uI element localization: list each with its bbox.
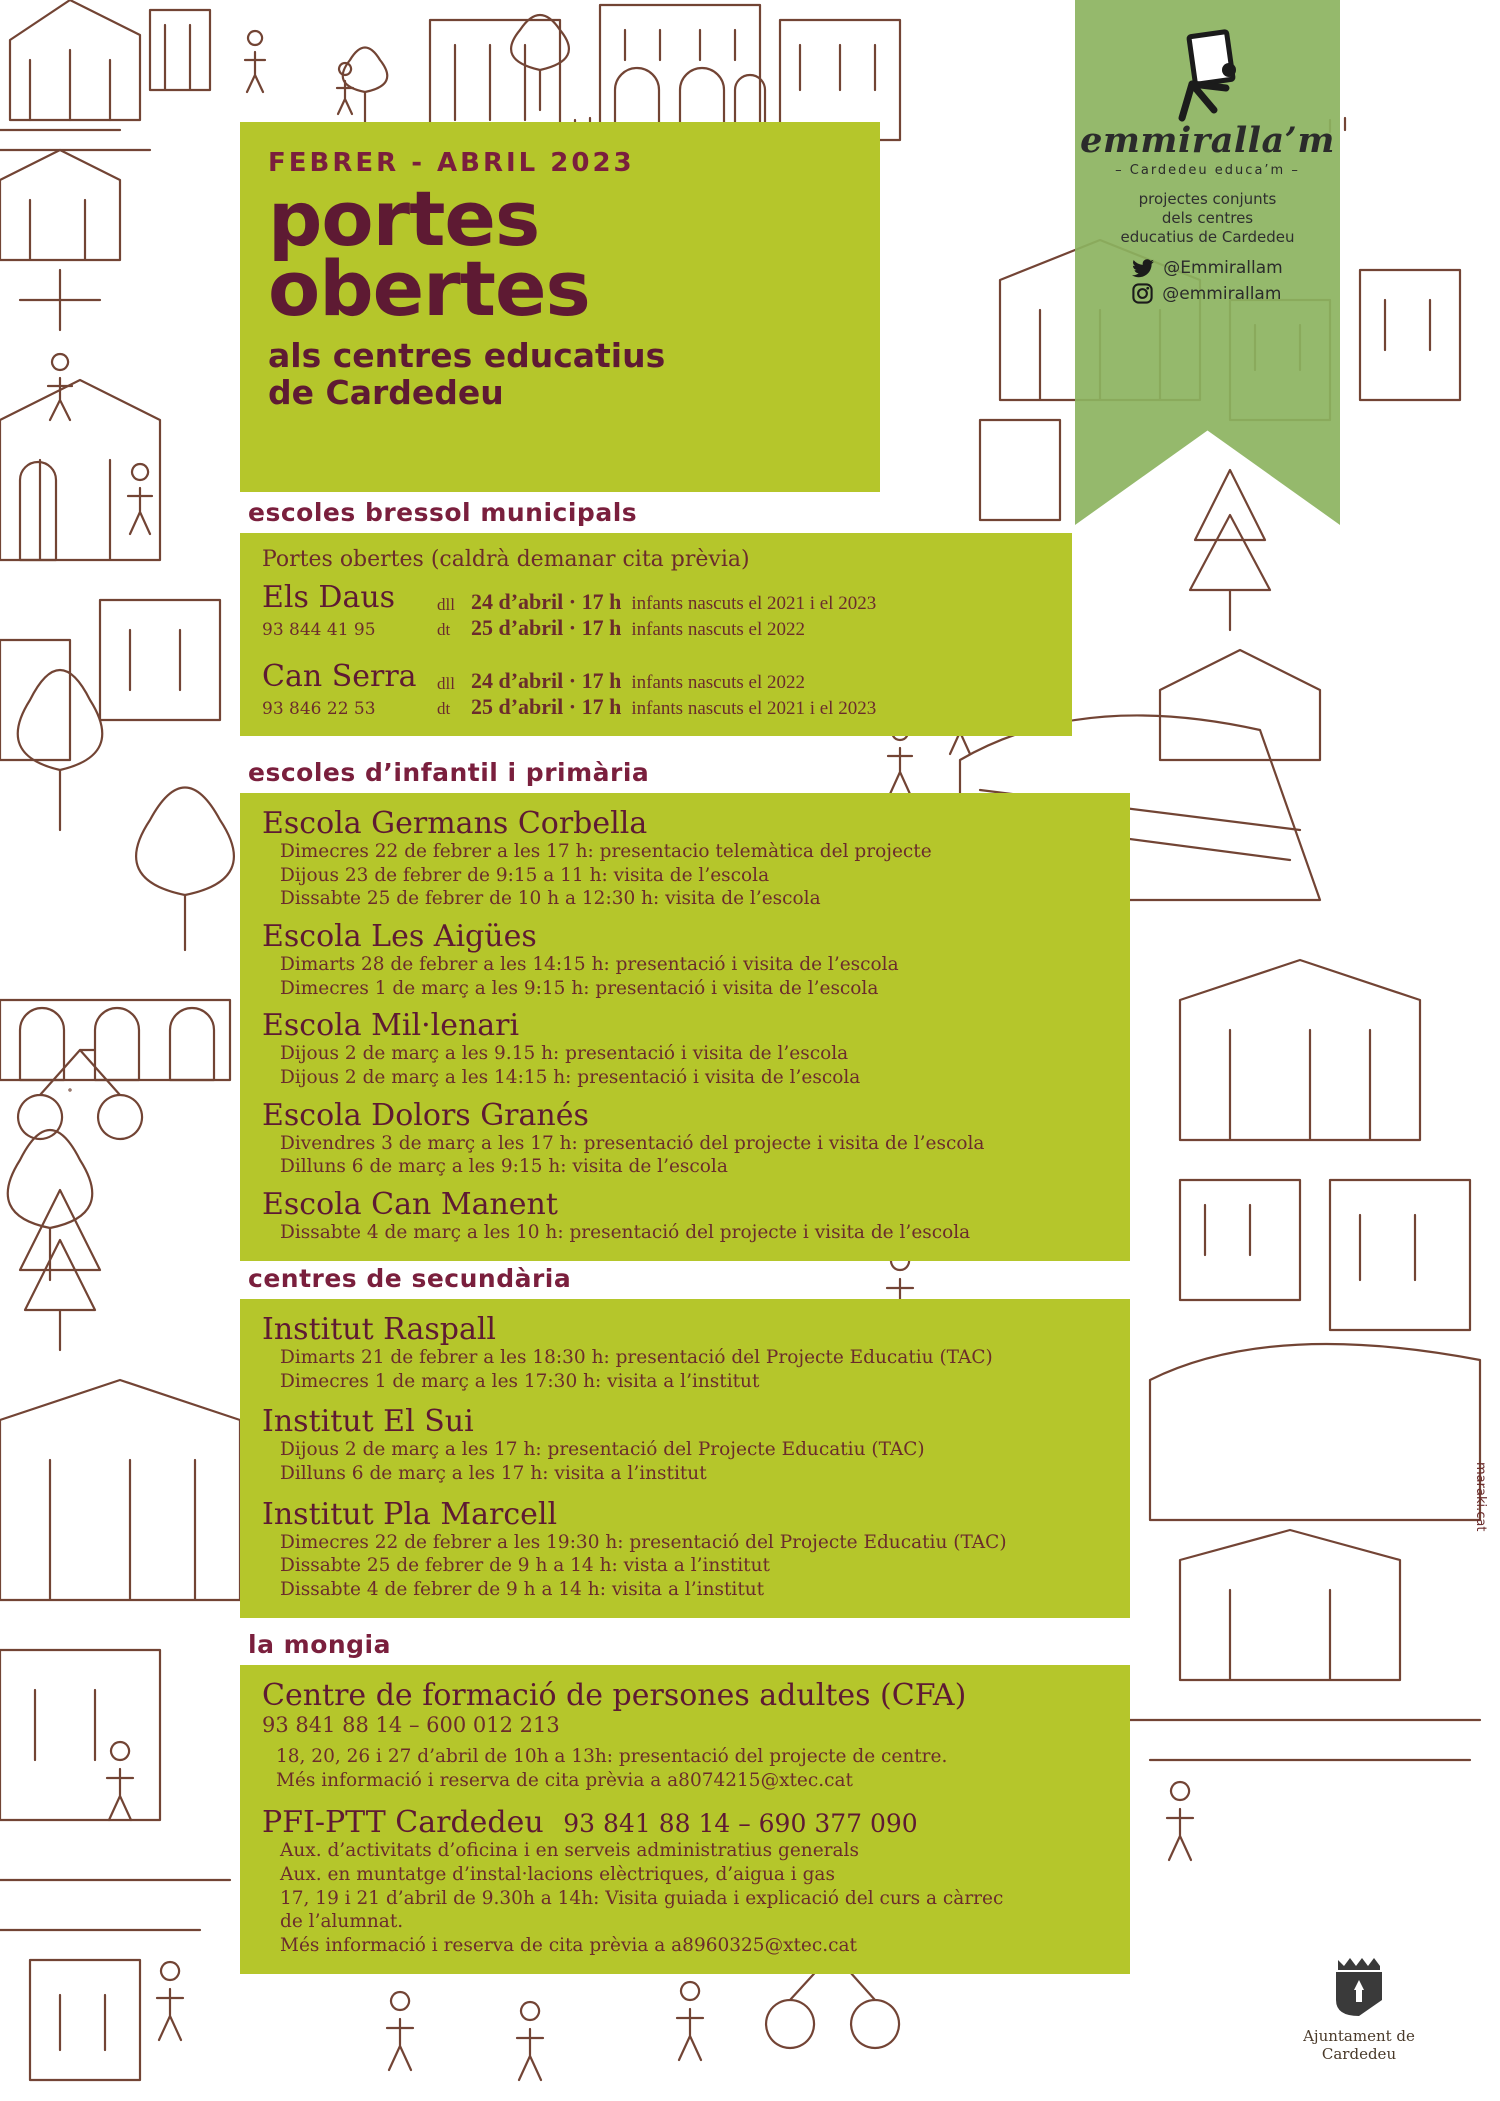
school-line: Divendres 3 de març a les 17 h: presentació del projecte i visita de l’escola — [280, 1132, 985, 1154]
bressol-school-phone: 93 844 41 95 — [262, 620, 376, 640]
twitter-handle[interactable] — [1132, 258, 1282, 278]
illustration-credit: maraki.cat — [1473, 1461, 1488, 1531]
bressol-date: 25 d’abril · 17 h — [471, 694, 622, 719]
school-name: Institut El Sui — [262, 1404, 474, 1440]
bressol-note: Portes obertes (caldrà demanar cita prèvia) — [262, 547, 750, 572]
school-line: Dimarts 28 de febrer a les 14:15 h: presentació i visita de l’escola — [280, 954, 899, 976]
school-phone: 93 841 88 14 – 690 377 090 — [563, 1809, 918, 1839]
bressol-info: infants nascuts el 2022 — [631, 619, 805, 640]
school-line: Aux. d’activitats d’oficina i en serveis administratius generals — [280, 1840, 859, 1862]
school-line: Dimarts 21 de febrer a les 18:30 h: presentació del Projecte Educatiu (TAC) — [280, 1347, 993, 1368]
bressol-info: infants nascuts el 2022 — [631, 672, 805, 693]
school-entry-pfi — [262, 1806, 1110, 1957]
school-phone: 93 841 88 14 – 600 012 213 — [262, 1713, 560, 1737]
instagram-handle-text: @emmirallam — [1162, 283, 1282, 304]
bressol-date: 25 d’abril · 17 h — [471, 615, 622, 640]
bressol-school-name: Can Serra — [262, 659, 417, 694]
bressol-school-phone: 93 846 22 53 — [262, 699, 376, 719]
school-line: Dissabte 25 de febrer de 9 h a 14 h: vista a l’institut — [280, 1555, 770, 1577]
school-name: Institut Pla Marcell — [262, 1496, 558, 1532]
bressol-school-name: Els Daus — [262, 580, 396, 615]
section-heading-bressol: escoles bressol municipals — [248, 498, 638, 527]
bressol-date: 24 d’abril · 17 h — [471, 589, 622, 614]
school-name: Institut Raspall — [262, 1312, 497, 1347]
school-line: Dijous 23 de febrer de 9:15 a 11 h: visita de l’escola — [280, 864, 770, 886]
ajuntament-footer — [1284, 1954, 1434, 2063]
instagram-handle[interactable] — [1132, 283, 1282, 304]
brand-desc-line2: dels centres — [1161, 208, 1254, 227]
bressol-date: 24 d’abril · 17 h — [471, 668, 622, 693]
section-heading-secundaria: centres de secundària — [248, 1264, 572, 1293]
brand-name: emmiralla’m — [1080, 120, 1335, 161]
school-line: de l’alumnat. — [280, 1911, 404, 1933]
section-primaria — [240, 758, 1140, 1261]
section-primaria-block — [240, 793, 1130, 1261]
school-entry — [262, 1498, 1110, 1602]
school-entry — [262, 1405, 1110, 1485]
school-name: Escola Germans Corbella — [262, 806, 648, 841]
school-name: Centre de formació de persones adultes (CFA) — [262, 1678, 967, 1713]
ajuntament-crest-icon — [1330, 1954, 1388, 2016]
school-line: Aux. en muntatge d’instal·lacions elèctriques, d’aigua i gas — [280, 1863, 835, 1885]
school-line: Dissabte 4 de març a les 10 h: presentació del projecte i visita de l’escola — [280, 1222, 971, 1244]
school-name: Escola Les Aigües — [262, 919, 537, 955]
section-mongia-block — [240, 1665, 1130, 1974]
poster-title-block — [240, 122, 880, 492]
poster-subtitle-line2: de Cardedeu — [268, 372, 504, 412]
poster-title-line2: obertes — [268, 243, 590, 333]
section-heading-primaria: escoles d’infantil i primària — [248, 758, 650, 787]
school-line: 17, 19 i 21 d’abril de 9.30h a 14h: Visita guiada i explicació del curs a càrrec — [280, 1887, 1004, 1909]
school-name — [262, 1806, 1110, 1839]
poster-subtitle-line1: als centres educatius — [268, 335, 666, 375]
school-line: Dilluns 6 de març a les 9:15 h: visita de l’escola — [280, 1156, 728, 1178]
school-name: Escola Mil·lenari — [262, 1008, 520, 1044]
school-line: Dissabte 25 de febrer de 10 h a 12:30 h: visita de l’escola — [280, 888, 821, 910]
section-bressol — [240, 498, 1140, 736]
bressol-day: dt — [437, 699, 451, 718]
bressol-school-can-serra — [262, 659, 1052, 720]
instagram-icon — [1132, 283, 1153, 304]
brand-tagline: – Cardedeu educa’m – — [1115, 163, 1300, 178]
bressol-info: infants nascuts el 2021 i el 2023 — [631, 593, 877, 614]
school-line: 18, 20, 26 i 27 d’abril de 10h a 13h: presentació del projecte de centre. — [276, 1745, 948, 1767]
poster-title-line1: portes — [268, 174, 540, 263]
brand-ribbon — [1075, 0, 1340, 525]
twitter-icon — [1132, 259, 1154, 278]
school-line: Dijous 2 de març a les 14:15 h: presentació i visita de l’escola — [280, 1067, 861, 1089]
brand-desc-line1: projectes conjunts — [1138, 190, 1277, 208]
school-entry — [262, 920, 1110, 1000]
section-heading-mongia: la mongia — [248, 1630, 392, 1659]
school-line: Dimecres 1 de març a les 9:15 h: presentació i visita de l’escola — [280, 977, 879, 999]
bressol-day: dll — [437, 674, 455, 693]
school-line: Més informació i reserva de cita prèvia a a8960325@xtec.cat — [280, 1934, 857, 1956]
school-entry — [262, 1009, 1110, 1089]
section-secundaria-block — [240, 1299, 1130, 1618]
school-entry — [262, 807, 1110, 911]
school-name: Escola Can Manent — [262, 1187, 558, 1223]
bressol-day: dll — [437, 595, 455, 614]
brand-desc-line3: educatius de Cardedeu — [1120, 227, 1295, 246]
bressol-info: infants nascuts el 2021 i el 2023 — [631, 698, 877, 719]
school-line: Dijous 2 de març a les 17 h: presentació del Projecte Educatiu (TAC) — [280, 1439, 925, 1461]
school-line: Dimecres 1 de març a les 17:30 h: visita a l’institut — [280, 1370, 760, 1392]
school-entry — [262, 1188, 1110, 1245]
school-line: Dijous 2 de març a les 9.15 h: presentació i visita de l’escola — [280, 1043, 849, 1065]
section-bressol-block — [240, 533, 1072, 736]
school-line: Dissabte 4 de febrer de 9 h a 14 h: visita a l’institut — [280, 1579, 765, 1601]
school-entry — [262, 1313, 1110, 1393]
poster-content — [240, 0, 1140, 2101]
emmirallam-logo-icon — [1162, 26, 1254, 118]
school-name: Escola Dolors Granés — [262, 1097, 589, 1133]
school-line: Dilluns 6 de març a les 17 h: visita a l’institut — [280, 1463, 707, 1485]
poster-kicker: FEBRER - ABRIL 2023 — [268, 148, 635, 178]
school-line: Més informació i reserva de cita prèvia a a8074215@xtec.cat — [276, 1769, 853, 1791]
school-entry — [262, 1099, 1110, 1179]
section-secundaria — [240, 1264, 1140, 1618]
section-mongia — [240, 1630, 1140, 1974]
ajuntament-label: Ajuntament de Cardedeu — [1303, 2027, 1415, 2063]
school-line: Dimecres 22 de febrer a les 19:30 h: presentació del Projecte Educatiu (TAC) — [280, 1531, 1007, 1553]
school-line: Dimecres 22 de febrer a les 17 h: presentacio telemàtica del projecte — [280, 841, 932, 862]
school-name-text: PFI-PTT Cardedeu — [262, 1805, 544, 1841]
bressol-school-els-daus — [262, 580, 1052, 641]
bressol-day: dt — [437, 620, 451, 639]
school-entry-cfa — [262, 1679, 1110, 1792]
twitter-handle-text: @Emmirallam — [1163, 258, 1283, 279]
